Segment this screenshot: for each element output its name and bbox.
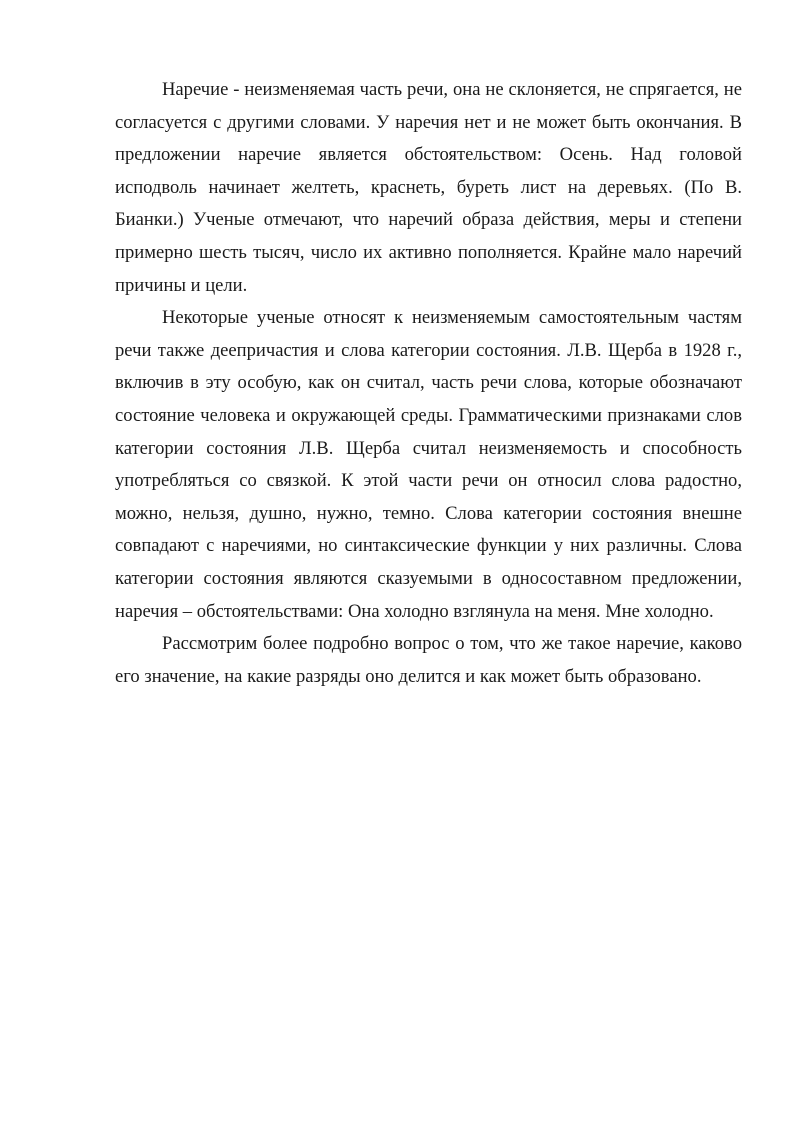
document-body	[115, 74, 742, 693]
paragraph-further-discussion: Рассмотрим более подробно вопрос о том, что же такое наречие, каково его значение, на какие разряды оно делится и как может быть образовано.	[115, 633, 742, 687]
paragraph-state-category: Некоторые ученые относят к неизменяемым самостоятельным частям речи также деепричастия и слова категории состояния. Л.В. Щерба в 1928 г., включив в эту особую, как он считал, часть речи слова, которые обозначают состояние человека и окружающей среды. Грамматическими признаками слов категории состояния Л.В. Щерба считал неизменяемость и способность употребляться со связкой. К этой части речи он относил слова радостно, можно, нельзя, душно, нужно, темно. Слова категории состояния внешне совпадают с наречиями, но синтаксические функции у них различны. Слова категории состояния являются сказуемыми в односоставном предложении, наречия – обстоятельствами: Она холодно взглянула на меня. Мне холодно.	[115, 307, 742, 622]
paragraph-adverb-definition: Наречие - неизменяемая часть речи, она не склоняется, не спрягается, не согласуется с другими словами. У наречия нет и не может быть окончания. В предложении наречие является обстоятельством: Осень. Над головой исподволь начинает желтеть, краснеть, буреть лист на деревьях. (По В. Бианки.) Ученые отмечают, что наречий образа действия, меры и степени примерно шесть тысяч, число их активно пополняется. Крайне мало наречий причины и цели.	[115, 79, 742, 296]
